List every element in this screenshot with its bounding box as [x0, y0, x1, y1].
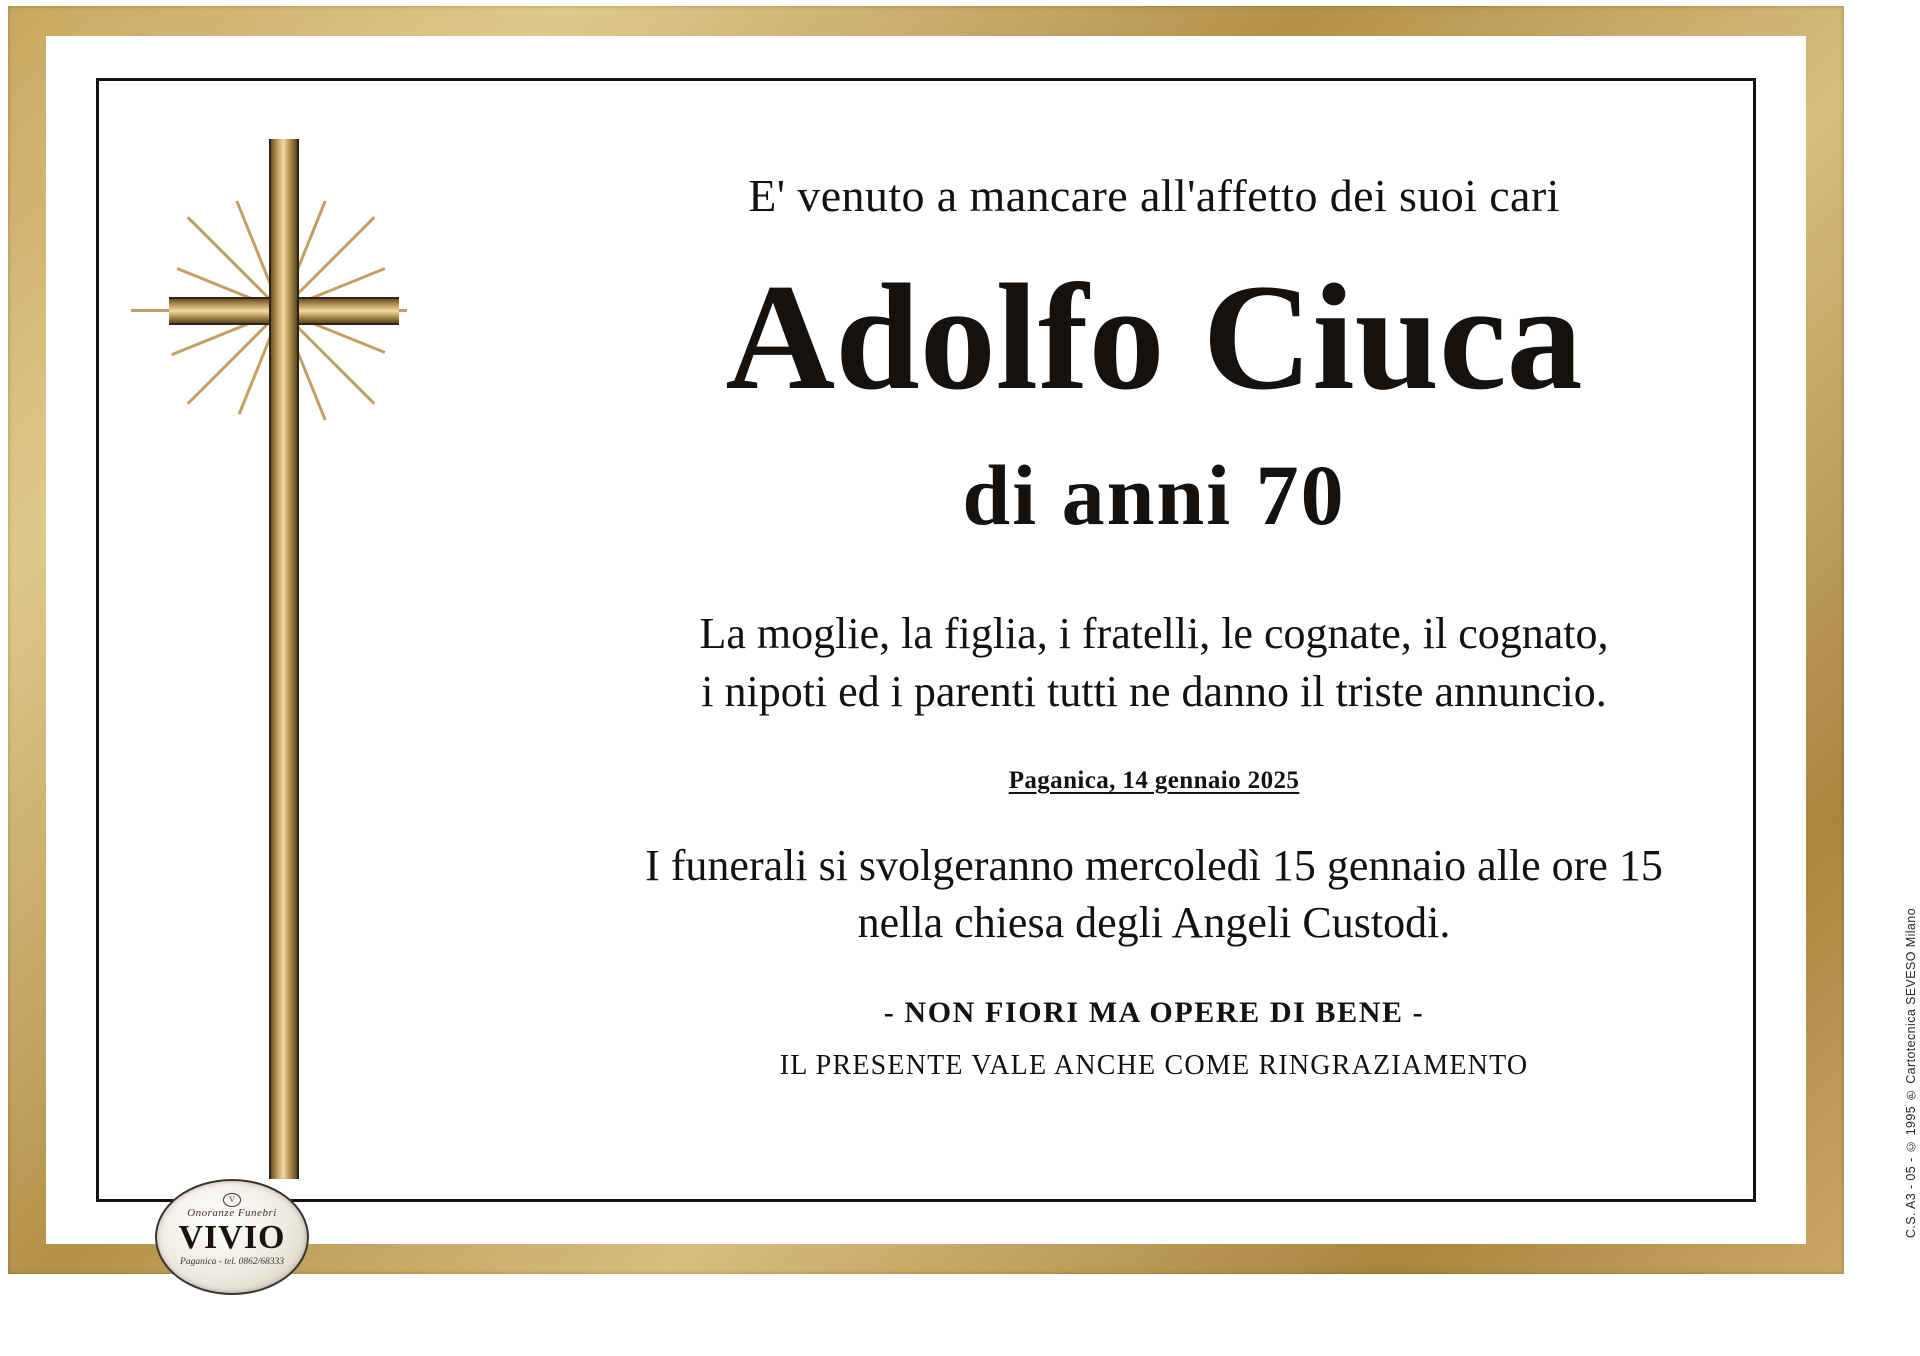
frame-inner-white-gap	[46, 36, 1806, 1267]
gold-border-frame	[8, 6, 1844, 1274]
relatives-line: La moglie, la figlia, i fratelli, le cognate, il cognato,	[699, 609, 1609, 659]
no-flowers-note: - NON FIORI MA OPERE DI BENE -	[883, 995, 1425, 1029]
announcement-text-block	[429, 121, 1879, 1082]
age-line: di anni 70	[962, 447, 1346, 544]
paper-surface	[99, 81, 1753, 1267]
cross-icon	[127, 99, 427, 1229]
relatives-line: i nipoti ed i parenti tutti ne danno il triste annuncio.	[701, 667, 1607, 717]
intro-line: E' venuto a mancare all'affetto dei suoi cari	[748, 170, 1560, 221]
place-and-date: Paganica, 14 gennaio 2025	[1008, 767, 1300, 795]
logo-name: VIVIO	[178, 1219, 286, 1256]
deceased-name: Adolfo Ciuca	[725, 253, 1583, 421]
relatives-statement	[429, 605, 1879, 721]
logo-bottom-text: Paganica - tel. 0862/68333	[180, 1257, 284, 1267]
frame-black-rule	[96, 78, 1756, 1267]
funeral-line: I funerali si svolgeranno mercoledì 15 gennaio alle ore 15	[645, 841, 1663, 891]
logo-badge-icon: V	[223, 1193, 241, 1207]
logo-top-text: Onoranze Funebri	[187, 1207, 277, 1219]
printer-mark: C.S. A3 - 05 - © 1995 ℗ Cartotecnica SEVESO Milano	[1904, 907, 1918, 1238]
cross-vertical-bar	[269, 139, 299, 1179]
thanks-note: IL PRESENTE VALE ANCHE COME RINGRAZIAMENTO	[779, 1049, 1529, 1081]
funeral-details	[429, 837, 1879, 951]
agency-logo	[155, 1179, 309, 1295]
funeral-line: nella chiesa degli Angeli Custodi.	[857, 898, 1451, 948]
